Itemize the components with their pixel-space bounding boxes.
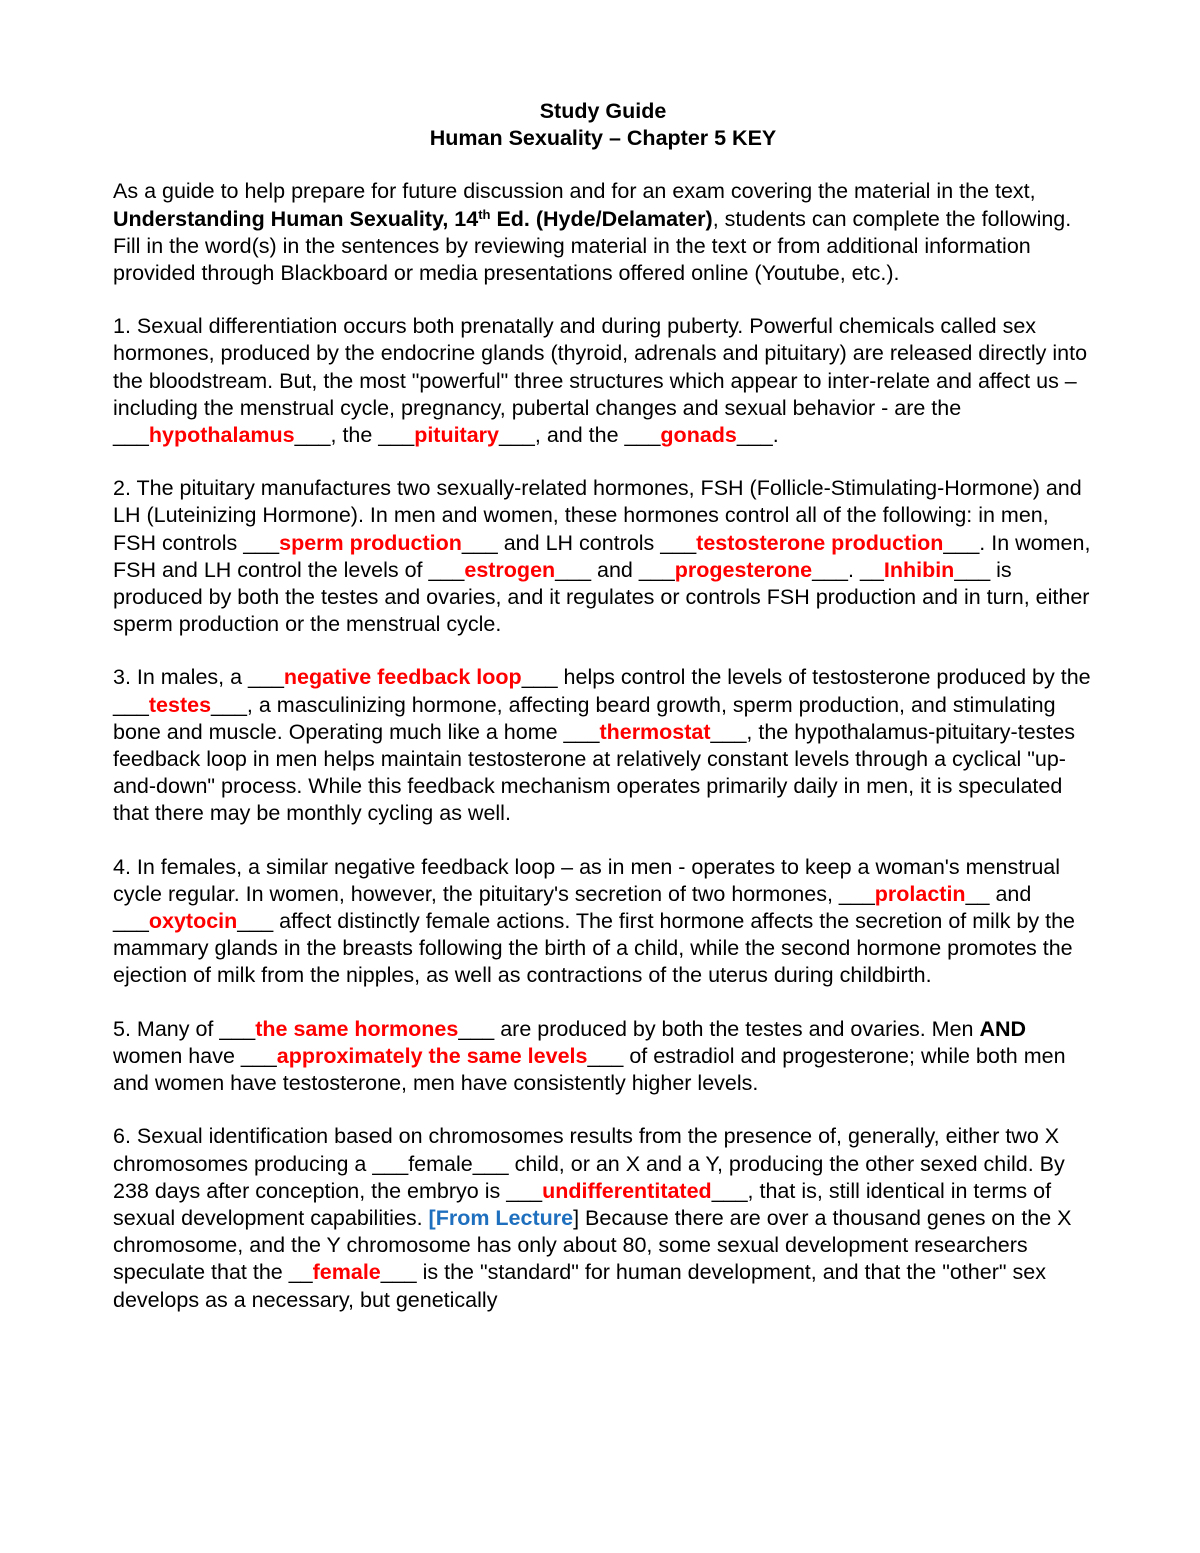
q3-text: ___, the hypothalamus-pituitary-testes feedback loop in men helps maintain testosterone at relatively constant levels through a cyclical "up-and-down" process. While this feedback mechanism operates primarily daily in men, it is speculated that there may be monthly cycling as well. [113, 719, 1076, 826]
q4-text: ___ affect distinctly female actions. The first hormone affects the secretion of milk by the mammary glands in the breasts following the birth of a child, while the second hormone promotes the ejection of milk from the nipples, as well as contractions of the uterus during childbirth. [113, 909, 1076, 988]
q1-text: ___. [736, 423, 779, 448]
q3-text: 3. In males, a ___ [113, 665, 284, 690]
book-title-sup: th [478, 206, 491, 222]
book-title [113, 207, 713, 231]
question-6 [113, 1123, 1093, 1313]
q2-text: 2. The pituitary manufactures two sexually-related hormones, FSH (Follicle-Stimulating-Hormone) and LH (Luteinizing Hormone). In men and women, these hormones control all of the following: in men, FSH controls ___ [113, 476, 1082, 555]
question-5 [113, 1016, 1093, 1098]
q3-text: ___, a masculinizing hormone, affecting beard growth, sperm production, and stimulating bone and muscle. Operating much like a home ___ [113, 692, 1056, 744]
q5-answer-2: approximately the same levels [276, 1043, 588, 1068]
q6-text: 6. Sexual identification based on chromosomes results from the presence of, generally, either two X chromosomes producing a ___female___ child, or an X and a Y, producing the other sexed child. By 238 days after conception, the embryo is ___ [113, 1124, 1065, 1203]
q6-text: ___, that is, still identical in terms of sexual development capabilities. [113, 1178, 1052, 1230]
intro-text: As a guide to help prepare for future discussion and for an exam covering the material in the text, [113, 179, 1036, 204]
q6-text: ] Because there are over a thousand genes on the X chromosome, and the Y chromosome has only about 80, some sexual development researchers speculate that the __ [113, 1205, 1072, 1285]
q3-answer-3: thermostat [599, 719, 711, 744]
q1-text: 1. Sexual differentiation occurs both prenatally and during puberty. Powerful chemicals called sex hormones, produced by the endocrine glands (thyroid, adrenals and pituitary) are released directly into the bloodstream. But, the most "powerful" three structures which appear to inter-relate and affect us – including the menstrual cycle, pregnancy, pubertal changes and sexual behavior - are the ___ [113, 314, 1088, 448]
lecture-note: [From Lecture [428, 1205, 574, 1230]
q4-text: __ and ___ [113, 881, 1032, 934]
page-subtitle: Human Sexuality – Chapter 5 KEY [429, 126, 777, 151]
q2-text: ___ is produced by both the testes and ovaries, and it regulates or controls FSH production and in turn, either sperm production or the menstrual cycle. [113, 557, 1090, 637]
book-title-main: Understanding Human Sexuality, 14 [113, 206, 479, 231]
page-title: Study Guide [539, 99, 667, 123]
q2-answer-5: Inhibin [883, 557, 955, 582]
q2-text: ___. __ [812, 557, 884, 582]
intro-text-2: , students can complete the following. Fill in the word(s) in the sentences by reviewing material in the text or from additional information provided through Blackboard or media presentations offered online (Youtube, etc.). [113, 206, 1072, 286]
q4-answer-2: oxytocin [148, 909, 238, 934]
q3-answer-1: negative feedback loop [283, 665, 522, 690]
question-1 [113, 313, 1093, 449]
q5-answer-1: the same hormones [255, 1016, 459, 1041]
q1-answer-1: hypothalamus [148, 423, 295, 448]
q2-answer-4: progesterone [674, 557, 813, 582]
q2-text: ___. In women, FSH and LH control the levels of ___ [113, 530, 1091, 582]
q3-answer-2: testes [148, 692, 212, 717]
q5-text: ___ of estradiol and progesterone; while both men and women have testosterone, men have consistently higher levels. [113, 1043, 1066, 1096]
question-3 [113, 664, 1093, 827]
book-title-edition: Ed. (Hyde/Delamater) [490, 206, 713, 231]
q5-text: 5. Many of ___ [113, 1016, 256, 1041]
question-2 [113, 475, 1093, 638]
q2-answer-3: estrogen [464, 557, 556, 582]
q5-emphasis-and: AND [979, 1016, 1027, 1041]
title-block [113, 98, 1093, 152]
q5-text: women have ___ [113, 1043, 277, 1068]
q3-text: ___ helps control the levels of testosterone produced by the ___ [113, 665, 1091, 717]
intro-paragraph [113, 178, 1093, 287]
q4-text: 4. In females, a similar negative feedback loop – as in men - operates to keep a woman's menstrual cycle regular. In women, however, the pituitary's secretion of two hormones, ___ [113, 854, 1061, 906]
q2-answer-1: sperm production [279, 530, 462, 555]
document-page [113, 98, 1093, 1340]
q5-text: ___ are produced by both the testes and ovaries. Men [458, 1016, 980, 1041]
q1-text: ___, the ___ [294, 423, 415, 448]
q4-answer-1: prolactin [874, 881, 966, 906]
q1-text: ___, and the ___ [499, 423, 661, 448]
q1-answer-3: gonads [660, 423, 737, 448]
q6-answer-1: undifferentitated [542, 1178, 712, 1203]
q2-answer-2: testosterone production [696, 530, 944, 555]
q6-answer-2: female [312, 1260, 381, 1285]
q1-answer-2: pituitary [414, 423, 500, 448]
q2-text: ___ and ___ [555, 557, 675, 582]
q2-text: ___ and LH controls ___ [461, 530, 697, 555]
question-4 [113, 854, 1093, 990]
q6-text: ___ is the "standard" for human development, and that the "other" sex develops as a necessary, but genetically [113, 1260, 1046, 1312]
